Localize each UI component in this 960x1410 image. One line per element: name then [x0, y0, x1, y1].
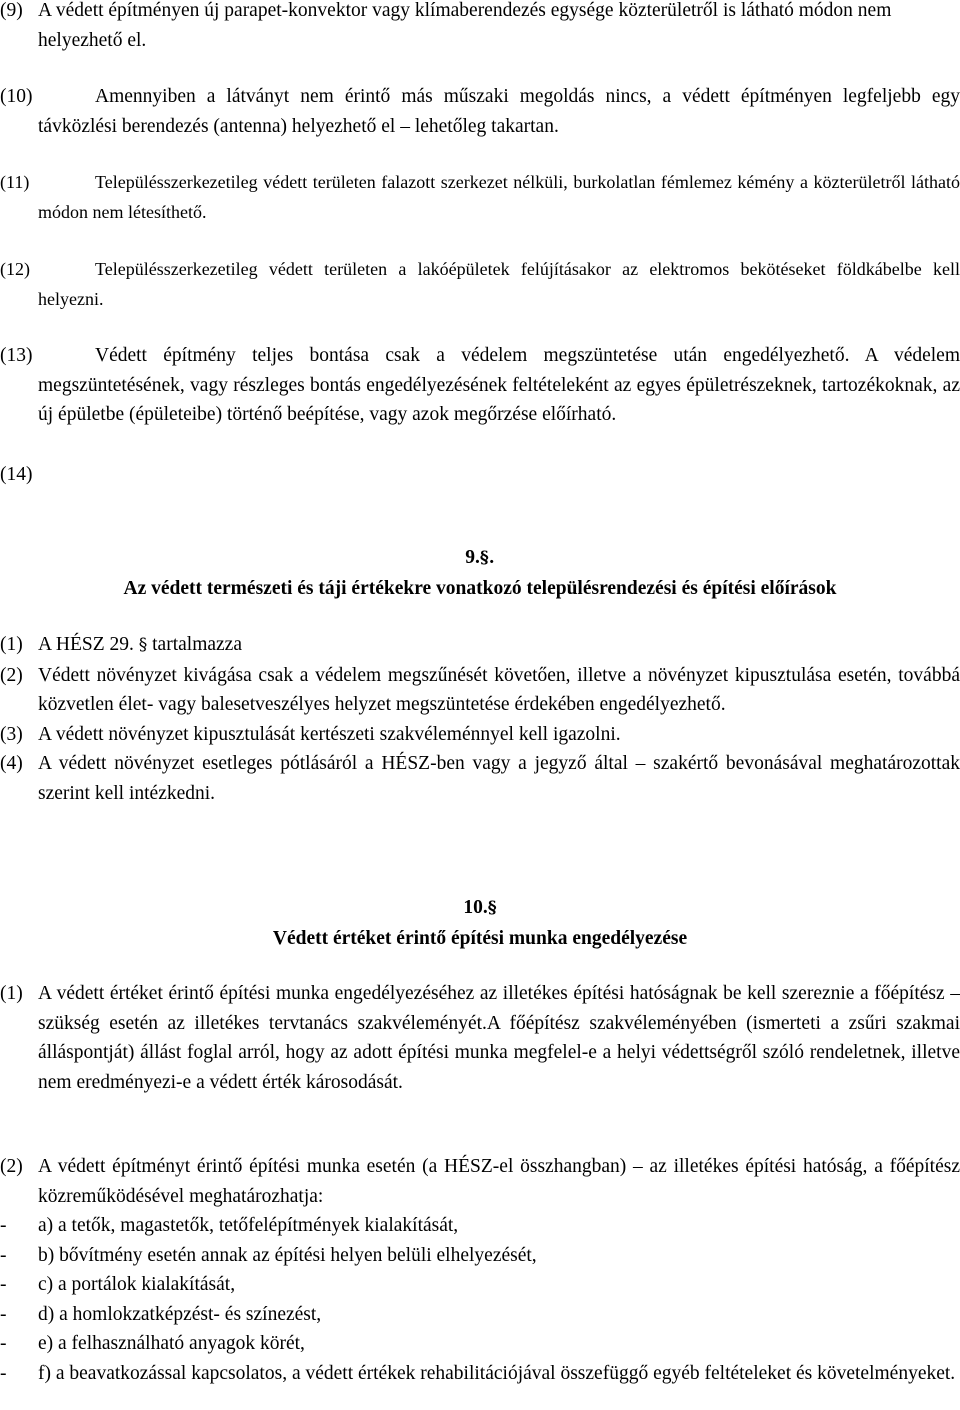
paragraph-text: Amennyiben a látványt nem érintő más műszaki megoldás nincs, a védett építményen legfeljebb egy távközlési berendezés (antenna) helyezhető el – lehetőleg takartan.: [38, 86, 960, 137]
paragraph-text: Védett növényzet kivágása csak a védelem megszűnését követően, illetve a növényzet kipusztulása esetén, továbbá közvetlen élet- vagy balesetveszélyes helyzet megszüntetése érdekében engedélyezhető.: [38, 664, 960, 715]
list-item: [0, 1241, 960, 1271]
paragraph-text: A HÉSZ 29.: [38, 634, 134, 655]
list-dash: -: [0, 1215, 7, 1236]
paragraph-number: (10): [0, 86, 33, 107]
list-item: [0, 1329, 960, 1359]
paragraph-text: Településszerkezetileg védett területen falazott szerkezet nélküli, burkolatlan fémlemez kémény a közterületről látható módon nem létesíthető.: [38, 172, 960, 222]
paragraph-text: Településszerkezetileg védett területen a lakóépületek felújításakor az elektromos bekötéseket földkábelbe kell helyezni.: [38, 259, 960, 309]
paragraph-number: (12): [0, 259, 30, 279]
section-sign: §.: [479, 548, 495, 568]
requirement-list: [0, 1211, 960, 1388]
paragraph-number: (13): [0, 345, 33, 366]
list-item: [0, 1270, 960, 1300]
paragraph-text: tartalmazza: [152, 634, 242, 655]
paragraph-9-4: [0, 749, 960, 808]
paragraph-10: [0, 82, 960, 141]
paragraph-number: (9): [0, 0, 23, 21]
paragraph-number: (2): [0, 664, 23, 686]
list-item-text: c) a portálok kialakítását,: [38, 1274, 236, 1295]
list-item-text: b) bővítmény esetén annak az építési helyen belüli elhelyezését,: [38, 1244, 537, 1266]
list-dash: -: [0, 1303, 7, 1325]
paragraph-text: A védett növényzet kipusztulását kertészeti szakvéleménnyel kell igazolni.: [38, 723, 621, 745]
paragraph-number: (11): [0, 172, 30, 192]
paragraph-9-2: [0, 661, 960, 720]
section-number: 9.: [465, 547, 480, 568]
paragraph-number: (3): [0, 723, 23, 745]
paragraph-11: [0, 168, 960, 227]
list-item: [0, 1359, 960, 1389]
list-item-text: a) a tetők, magastetők, tetőfelépítmények kialakítását,: [38, 1215, 459, 1236]
section-number: 10.: [463, 897, 488, 918]
list-dash: -: [0, 1274, 7, 1295]
paragraph-12: [0, 255, 960, 314]
paragraph-number: (4): [0, 753, 23, 774]
list-dash: -: [0, 1362, 7, 1384]
paragraph-text: A védett értéket érintő építési munka engedélyezéséhez az illetékes építési hatóságnak be kell szereznie a főépítész – szükség esetén az illetékes tervtanács szakvéleményét.A főépítész szakvéleményében (ismerteti a zsűri szakmai álláspontját) állást foglal arról, hogy az adott építési munka megfelel-e a helyi védettségről szóló rendeletnek, illetve nem eredményezi-e a védett érték károsodását.: [38, 983, 960, 1093]
list-item: [0, 1300, 960, 1330]
paragraph-14: [0, 460, 960, 490]
paragraph-10-1: [0, 979, 960, 1097]
section-9-body: [0, 630, 960, 808]
section-sign: §: [487, 898, 497, 918]
list-item: [0, 1211, 960, 1241]
list-item-text: d) a homlokzatképzést- és színezést,: [38, 1303, 322, 1325]
paragraph-number: (1): [0, 634, 23, 655]
paragraph-number: (14): [0, 464, 33, 485]
list-dash: -: [0, 1333, 7, 1354]
list-item-text: f) a beavatkozással kapcsolatos, a védett értékek rehabilitációjával összefüggő egyéb feltételeket és követelményeket.: [38, 1362, 956, 1384]
paragraph-number: (1): [0, 983, 23, 1004]
section-title: Védett értéket érintő építési munka engedélyezése: [272, 927, 688, 949]
paragraph-9-1: [0, 630, 960, 661]
paragraph-9-3: [0, 720, 960, 750]
paragraph-number: (2): [0, 1156, 23, 1177]
list-dash: -: [0, 1244, 7, 1266]
paragraph-text: A védett növényzet esetleges pótlásáról a HÉSZ-ben vagy a jegyző által – szakértő bevonásával meghatározottak szerint kell intézkedni.: [38, 753, 960, 804]
section-10-heading: [0, 893, 960, 953]
list-item-text: e) a felhasználható anyagok körét,: [38, 1333, 305, 1354]
section-sign: §: [138, 635, 148, 655]
paragraph-text: Védett építmény teljes bontása csak a védelem megszüntetése után engedélyezhető. A védelem megszüntetésének, vagy részleges bontás engedélyezésének feltételeként az egyes épületrészeknek, tartozékoknak, az új épületbe (épületeibe) történő beépítése, vagy azok megőrzése előírható.: [38, 345, 960, 425]
section-9-heading: [0, 543, 960, 603]
paragraph-9: [0, 0, 960, 55]
section-title: Az védett természeti és táji értékekre vonatkozó településrendezési és építési előírások: [123, 577, 837, 599]
paragraph-10-2: [0, 1152, 960, 1388]
paragraph-text: A védett építményen új parapet-konvektor vagy klímaberendezés egysége közterületről is látható módon nem helyezhető el.: [38, 0, 892, 51]
paragraph-13: [0, 341, 960, 430]
paragraph-text: A védett építményt érintő építési munka esetén (a HÉSZ-el összhangban) – az illetékes építési hatóság, a főépítész közreműködésével meghatározhatja:: [38, 1156, 960, 1207]
